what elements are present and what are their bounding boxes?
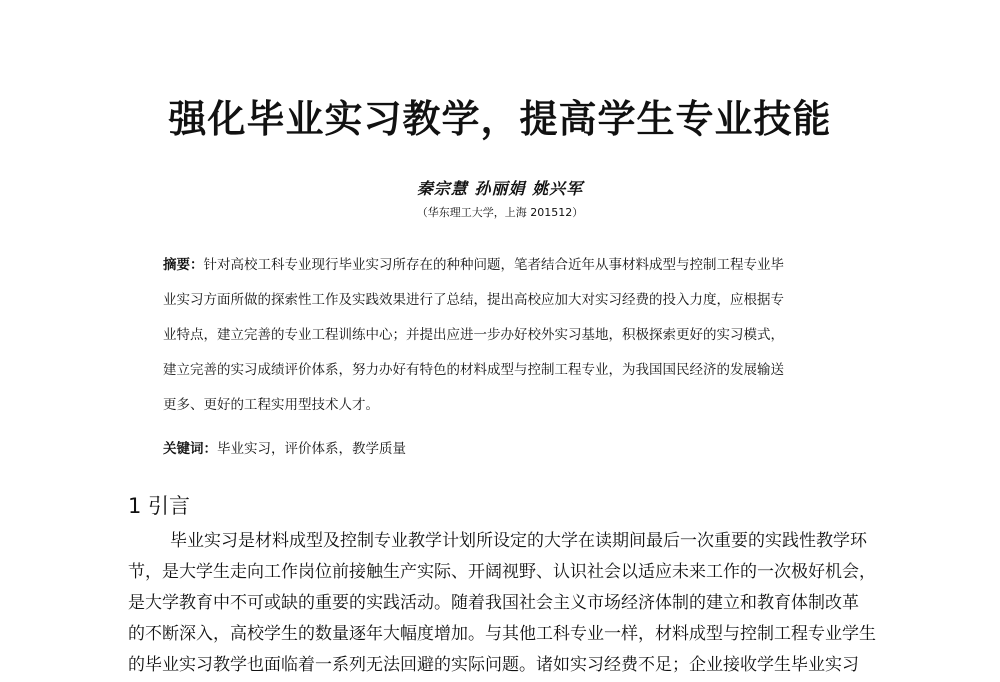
section-body [128, 526, 888, 681]
abstract-line: 更多、更好的工程实用型技术人才。 [163, 397, 379, 413]
abstract-line: 业特点，建立完善的专业工程训练中心；并提出应进一步办好校外实习基地，积极探索更好的实习模式， [163, 327, 784, 343]
body-line: 是大学教育中不可或缺的重要的实践活动。随着我国社会主义市场经济体制的建立和教育体制改革 [128, 593, 859, 613]
section-heading: 1 引言 [128, 494, 191, 518]
paper-affiliation: （华东理工大学，上海 201512） [416, 206, 584, 219]
abstract-line [163, 248, 871, 283]
body-line: 毕业实习是材料成型及控制专业教学计划所设定的大学在读期间最后一次重要的实践性教学环 [170, 531, 867, 551]
abstract-line: 建立完善的实习成绩评价体系，努力办好有特色的材料成型与控制工程专业，为我国国民经济的发展输送 [163, 362, 784, 378]
abstract-label: 摘要： [163, 257, 204, 273]
abstract [163, 248, 871, 423]
body-line: 的毕业实习教学也面临着一系列无法回避的实际问题。诸如实习经费不足；企业接收学生毕业实习 [128, 655, 859, 675]
keywords [163, 437, 871, 461]
keywords-label: 关键词： [163, 441, 217, 457]
body-line: 的不断深入，高校学生的数量逐年大幅度增加。与其他工科专业一样，材料成型与控制工程专业学生 [128, 624, 876, 644]
abstract-text: 针对高校工科专业现行毕业实习所存在的种种问题，笔者结合近年从事材料成型与控制工程专业毕 [203, 257, 784, 273]
paper-authors: 秦宗慧 孙丽娟 姚兴军 [416, 179, 584, 198]
keywords-text: 毕业实习，评价体系，教学质量 [217, 441, 406, 457]
paper-title: 强化毕业实习教学，提高学生专业技能 [168, 97, 832, 141]
abstract-line: 业实习方面所做的探索性工作及实践效果进行了总结，提出高校应加大对实习经费的投入力度，应根据专 [163, 292, 784, 308]
body-line: 节，是大学生走向工作岗位前接触生产实际、开阔视野、认识社会以适应未来工作的一次极好机会， [128, 562, 876, 582]
